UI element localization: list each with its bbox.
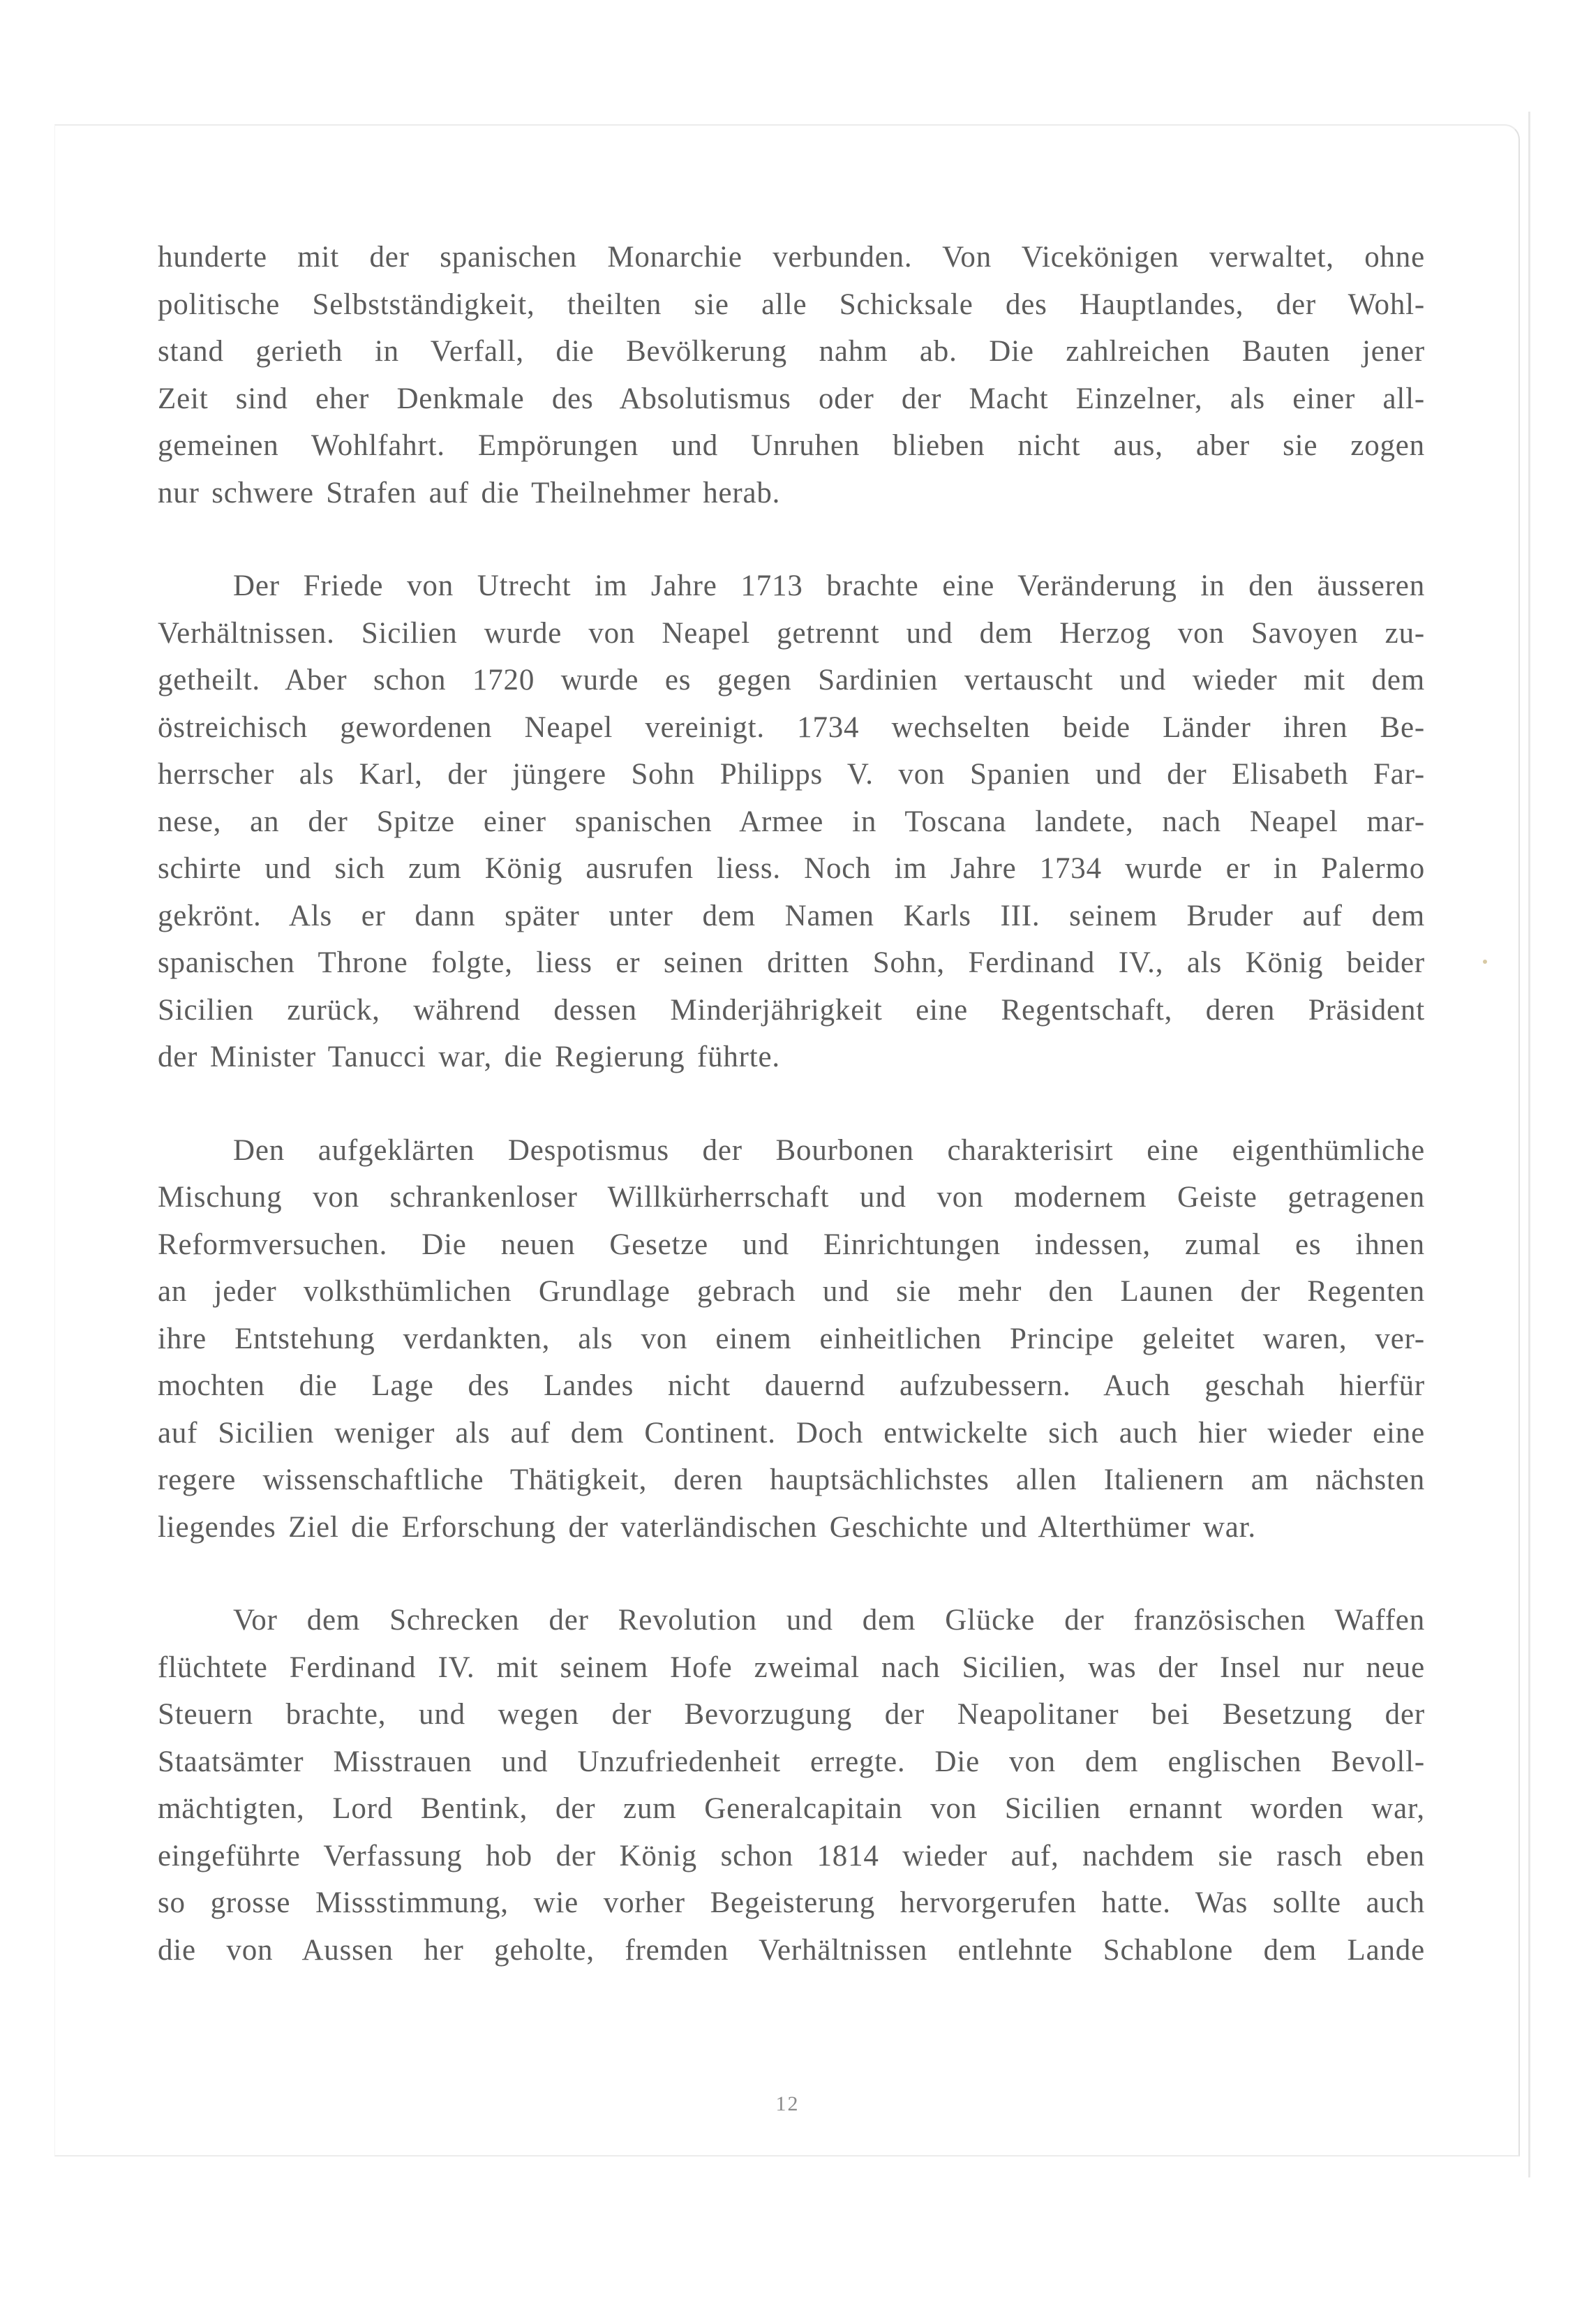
text-line: auf Sicilien weniger als auf dem Continent. Doch entwickelte sich auch hier wieder eine (158, 1416, 1425, 1450)
text-line: Vor dem Schrecken der Revolution und dem Glücke der französischen Waffen (233, 1604, 1425, 1637)
text-line: liegendes Ziel die Erforschung der vaterländischen Geschichte und Alterthümer war. (158, 1510, 1256, 1544)
paragraph-4 (158, 1597, 1425, 1974)
text-line: regere wissenschaftliche Thätigkeit, deren hauptsächlichstes allen Italienern am nächsten (158, 1463, 1425, 1496)
text-line: mächtigten, Lord Bentink, der zum Generalcapitain von Sicilien ernannt worden war, (158, 1792, 1425, 1825)
paper-speck (1483, 960, 1487, 964)
text-line: an jeder volksthümlichen Grundlage gebrach und sie mehr den Launen der Regenten (158, 1275, 1425, 1308)
text-line: die von Aussen her geholte, fremden Verhältnissen entlehnte Schablone dem Lande (158, 1933, 1425, 1967)
text-line: östreichisch gewordenen Neapel vereinigt. 1734 wechselten beide Länder ihren Be- (158, 710, 1425, 744)
text-line: Der Friede von Utrecht im Jahre 1713 brachte eine Veränderung in den äusseren (233, 569, 1425, 602)
page-number: 12 (775, 2092, 800, 2115)
text-line: Mischung von schrankenloser Willkürherrschaft und von modernem Geiste getragenen (158, 1181, 1425, 1214)
text-line: nur schwere Strafen auf die Theilnehmer herab. (158, 476, 781, 509)
text-line: der Minister Tanucci war, die Regierung führte. (158, 1041, 780, 1073)
paragraph-3 (158, 1127, 1425, 1551)
text-line: schirte und sich zum König ausrufen liess. Noch im Jahre 1734 wurde er in Palermo (158, 852, 1425, 885)
text-line: politische Selbstständigkeit, theilten sie alle Schicksale des Hauptlandes, der Wohl- (158, 288, 1425, 321)
text-line: Zeit sind eher Denkmale des Absolutismus oder der Macht Einzelner, als einer all- (158, 382, 1425, 415)
text-line: getheilt. Aber schon 1720 wurde es gegen Sardinien vertauscht und wieder mit dem (158, 664, 1425, 697)
text-line: mochten die Lage des Landes nicht dauernd aufzubessern. Auch geschah hierfür (158, 1369, 1425, 1402)
plate-edge (1528, 112, 1530, 2177)
text-line: gemeinen Wohlfahrt. Empörungen und Unruhen blieben nicht aus, aber sie zogen (158, 429, 1425, 462)
text-line: flüchtete Ferdinand IV. mit seinem Hofe zweimal nach Sicilien, was der Insel nur neue (158, 1651, 1425, 1684)
text-line: gekrönt. Als er dann später unter dem Namen Karls III. seinem Bruder auf dem (158, 899, 1425, 932)
text-line: ihre Entstehung verdankten, als von einem einheitlichen Principe geleitet waren, ver- (158, 1322, 1425, 1355)
text-line: eingeführte Verfassung hob der König schon 1814 wieder auf, nachdem sie rasch eben (158, 1839, 1425, 1872)
text-line: herrscher als Karl, der jüngere Sohn Philipps V. von Spanien und der Elisabeth Far- (158, 758, 1425, 791)
paragraph-2 (158, 563, 1425, 1081)
text-line: Den aufgeklärten Despotismus der Bourbonen charakterisirt eine eigenthümliche (233, 1133, 1425, 1167)
text-line: Steuern brachte, und wegen der Bevorzugung der Neapolitaner bei Besetzung der (158, 1698, 1425, 1731)
text-line: so grosse Missstimmung, wie vorher Begeisterung hervorgerufen hatte. Was sollte auch (158, 1886, 1425, 1919)
text-line: Verhältnissen. Sicilien wurde von Neapel getrennt und dem Herzog von Savoyen zu- (158, 616, 1425, 650)
text-line: stand gerieth in Verfall, die Bevölkerung nahm ab. Die zahlreichen Bauten jener (158, 335, 1425, 368)
paragraph-1 (158, 234, 1425, 516)
text-line: hunderte mit der spanischen Monarchie verbunden. Von Vicekönigen verwaltet, ohne (158, 241, 1425, 274)
text-line: Sicilien zurück, während dessen Minderjährigkeit eine Regentschaft, deren Präsident (158, 993, 1425, 1027)
text-line: Reformversuchen. Die neuen Gesetze und Einrichtungen indessen, zumal es ihnen (158, 1228, 1425, 1261)
text-line: Staatsämter Misstrauen und Unzufriedenheit erregte. Die von dem englischen Bevoll- (158, 1745, 1425, 1778)
body-text (158, 234, 1425, 2020)
text-line: nese, an der Spitze einer spanischen Armee in Toscana landete, nach Neapel mar- (158, 805, 1425, 838)
text-line: spanischen Throne folgte, liess er seinen dritten Sohn, Ferdinand IV., als König beider (158, 946, 1425, 979)
